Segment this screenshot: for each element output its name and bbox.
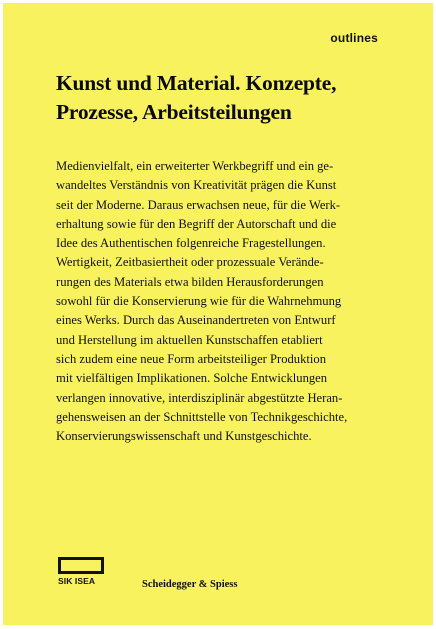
blurb-line: erhaltung sowie für den Begriff der Autorschaft und die [56,216,337,231]
cover-blurb [56,157,384,446]
blurb-line: Konservierungswissenschaft und Kunstgeschichte. [56,429,312,444]
blurb-line: gehensweisen an der Schnittstelle von Technikgeschichte, [56,409,348,424]
blurb-line: mit vielfältigen Implikationen. Solche Entwicklungen [56,371,328,386]
series-name: outlines [330,31,378,45]
blurb-line: rungen des Materials etwa bilden Herausforderungen [56,274,324,289]
book-title [56,69,396,127]
blurb-line: sich zudem eine neue Form arbeitsteiliger Produktion [56,351,326,366]
title-line: Kunst und Material. Konzepte, [56,71,337,95]
title-line: Prozesse, Arbeitsteilungen [56,100,292,124]
logo-text: SIK ISEA [58,576,96,586]
blurb-line: seit der Moderne. Daraus erwachsen neue, für die Werk- [56,197,341,212]
blurb-line: wandeltes Verständnis von Kreativität prägen die Kunst [56,178,337,193]
blurb-line: und Herstellung im aktuellen Kunstschaffen etabliert [56,332,323,347]
blurb-line: Idee des Authentischen folgenreiche Fragestellungen. [56,236,326,251]
sik-isea-logo [58,557,110,586]
publisher-name: Scheidegger & Spiess [142,579,238,590]
blurb-line: Medienvielfalt, ein erweiterter Werkbegriff und ein ge- [56,159,334,173]
blurb-line: Wertigkeit, Zeitbasiertheit oder prozessuale Verände- [56,255,324,270]
sik-isea-logo-mark-icon [58,557,104,574]
blurb-line: verlangen innovative, interdisziplinär abgestützte Heran- [56,390,343,405]
blurb-line: sowohl für die Konservierung wie für die Wahrnehmung [56,294,342,309]
book-cover [3,3,433,625]
blurb-line: eines Werks. Durch das Auseinandertreten von Entwurf [56,313,336,328]
